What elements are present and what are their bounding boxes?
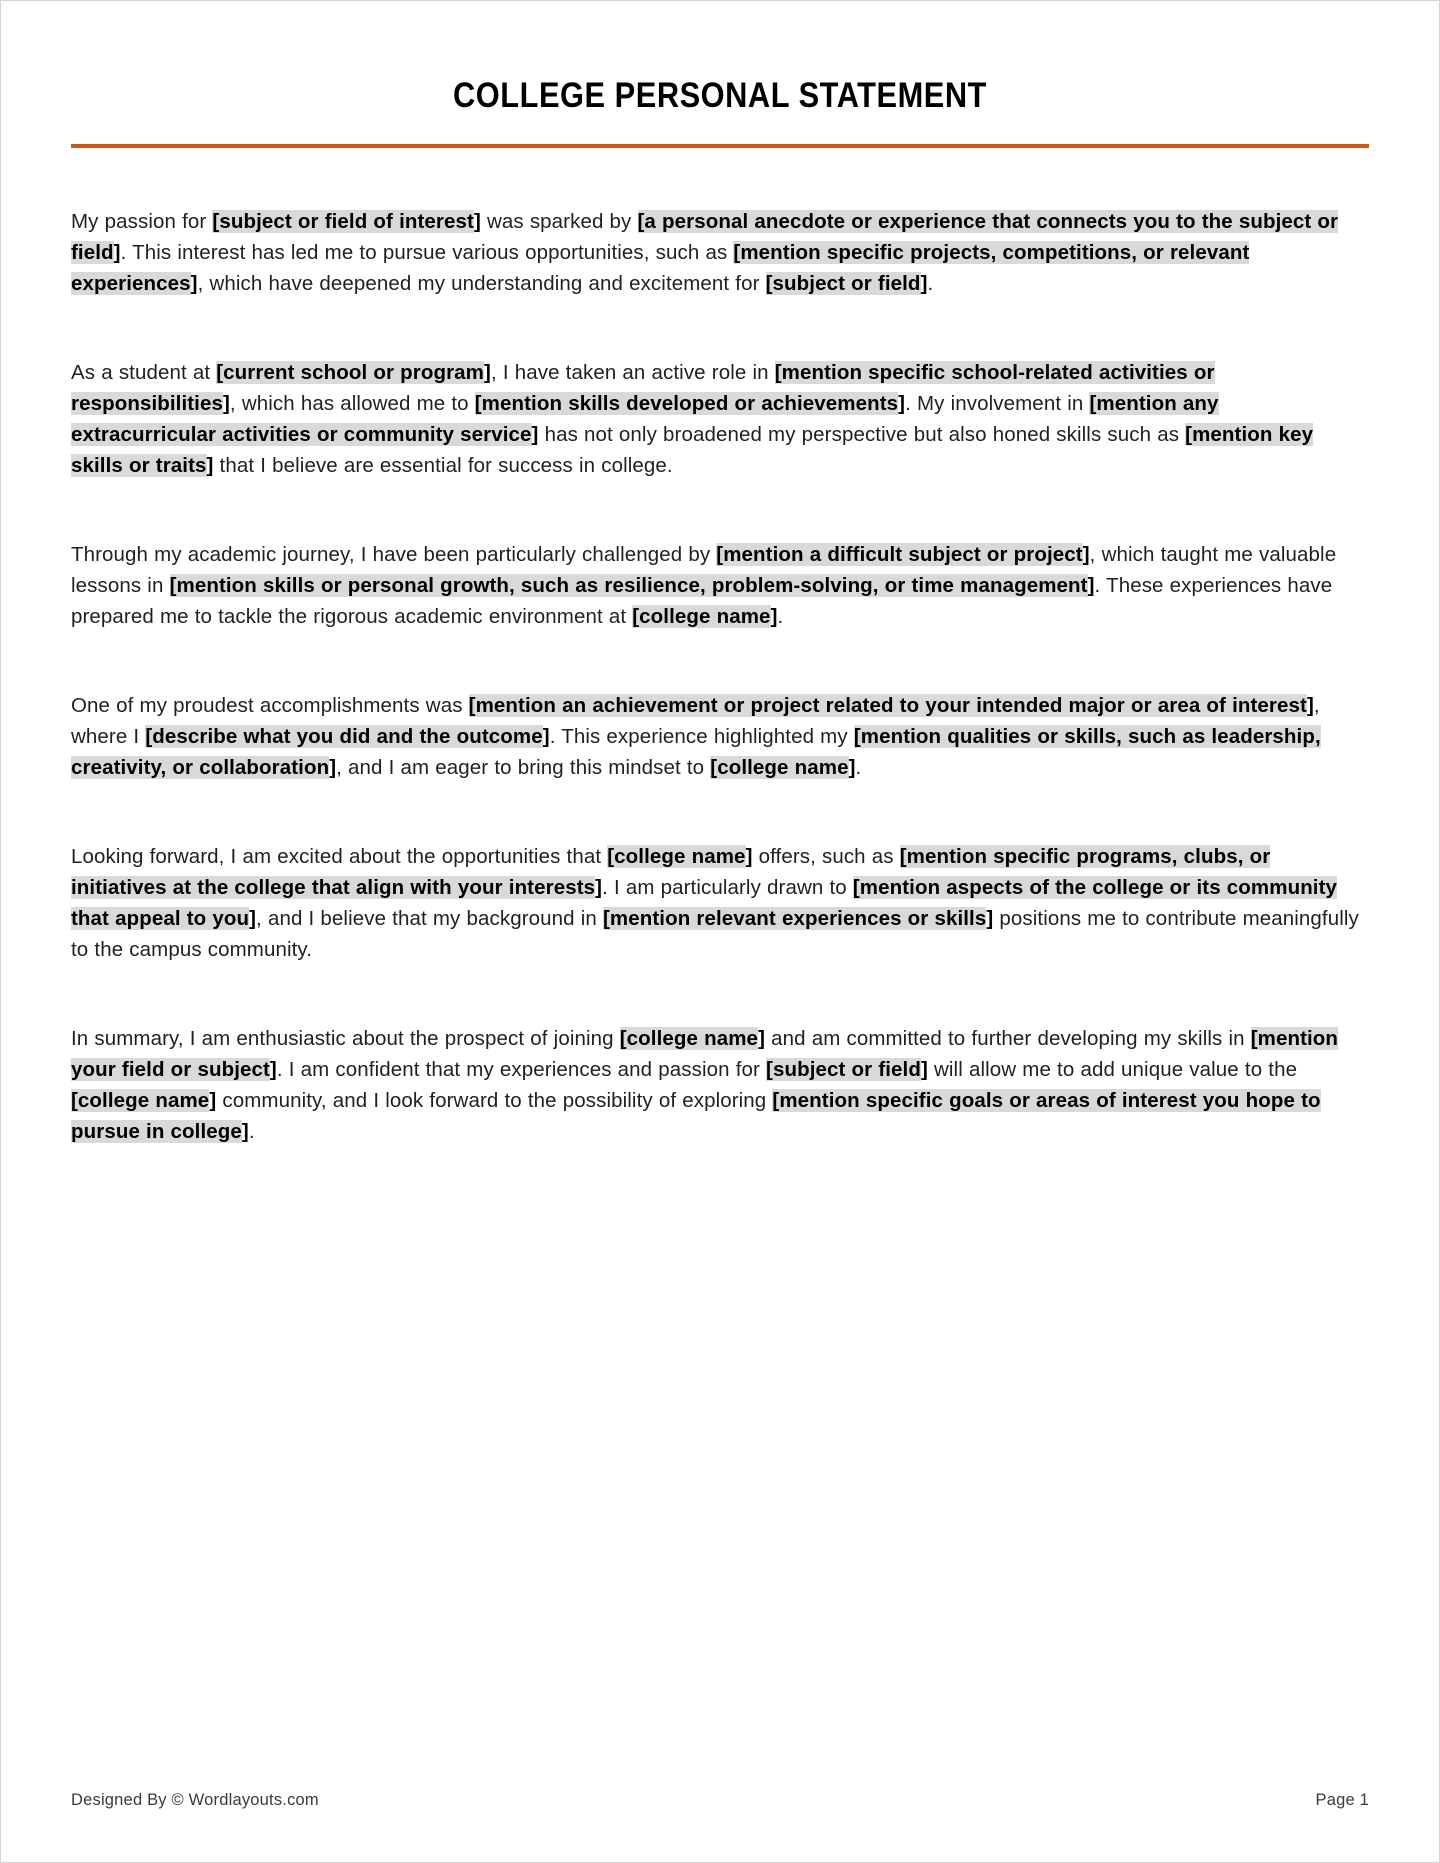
- placeholder-bracket: ]: [241, 1119, 249, 1143]
- placeholder-bracket: ]: [473, 209, 481, 233]
- placeholder-bracket: ]: [249, 906, 257, 930]
- placeholder-field[interactable]: [subject or field: [765, 271, 921, 295]
- paragraph-5: [71, 841, 1369, 965]
- body-text: As a student at: [71, 360, 217, 384]
- placeholder-field[interactable]: [mention qualities or skills, such as leadership, creativity, or collaboration: [71, 724, 1321, 779]
- placeholder-bracket: ]: [848, 755, 856, 779]
- placeholder-bracket: ]: [986, 906, 994, 930]
- body-text: and am committed to further developing my skills in: [765, 1026, 1251, 1050]
- body-text: In summary, I am enthusiastic about the prospect of joining: [71, 1026, 620, 1050]
- placeholder-field[interactable]: [current school or program: [216, 360, 485, 384]
- placeholder-field[interactable]: [describe what you did and the outcome: [145, 724, 543, 748]
- placeholder-bracket: ]: [770, 604, 778, 628]
- placeholder-bracket: ]: [206, 453, 214, 477]
- body-text: will allow me to add unique value to the: [927, 1057, 1298, 1081]
- placeholder-bracket: ]: [1306, 693, 1314, 717]
- placeholder-bracket: ]: [269, 1057, 277, 1081]
- body-text: .: [777, 604, 784, 628]
- placeholder-bracket: ]: [542, 724, 550, 748]
- page-footer: [71, 1791, 1369, 1810]
- placeholder-field[interactable]: [college name: [607, 844, 746, 868]
- placeholder-field[interactable]: [mention aspects of the college or its community that appeal to you: [71, 875, 1338, 930]
- placeholder-field[interactable]: [subject or field: [766, 1057, 921, 1081]
- body-text: . My involvement in: [905, 391, 1090, 415]
- body-text: .: [248, 1119, 255, 1143]
- placeholder-bracket: ]: [920, 271, 928, 295]
- placeholder-bracket: ]: [745, 844, 753, 868]
- placeholder-field[interactable]: [mention skills developed or achievements: [474, 391, 899, 415]
- body-text: Looking forward, I am excited about the opportunities that: [71, 844, 608, 868]
- placeholder-field[interactable]: [mention any extracurricular activities or community service: [71, 391, 1219, 446]
- placeholder-bracket: ]: [113, 240, 121, 264]
- designer-credit: Designed By © Wordlayouts.com: [71, 1791, 319, 1809]
- title-divider-rule: [71, 144, 1369, 148]
- placeholder-field[interactable]: [mention specific programs, clubs, or initiatives at the college that align with your interests: [71, 844, 1271, 899]
- paragraph-1: [71, 206, 1369, 299]
- placeholder-field[interactable]: [mention specific goals or areas of interest you hope to pursue in college: [71, 1088, 1321, 1143]
- placeholder-field[interactable]: [mention key skills or traits: [71, 422, 1314, 477]
- body-text: positions me to contribute meaningfully to the campus community.: [71, 906, 1359, 961]
- body-text: . These experiences have prepared me to tackle the rigorous academic environment at: [71, 573, 1333, 628]
- body-text: .: [855, 755, 862, 779]
- paragraph-4: [71, 690, 1369, 783]
- body-text: , which has allowed me to: [229, 391, 475, 415]
- body-text: .: [927, 271, 934, 295]
- placeholder-field[interactable]: [college name: [710, 755, 849, 779]
- body-text: , I have taken an active role in: [490, 360, 775, 384]
- placeholder-bracket: ]: [920, 1057, 928, 1081]
- placeholder-bracket: ]: [898, 391, 906, 415]
- body-text: , which taught me valuable lessons in: [71, 542, 1337, 597]
- paragraph-6: [71, 1023, 1369, 1147]
- placeholder-field[interactable]: [college name: [632, 604, 771, 628]
- body-text: offers, such as: [752, 844, 900, 868]
- placeholder-field[interactable]: [mention specific school-related activities or responsibilities: [71, 360, 1215, 415]
- placeholder-field[interactable]: [mention an achievement or project related to your intended major or area of interest: [468, 693, 1307, 717]
- body-text: One of my proudest accomplishments was: [71, 693, 469, 717]
- page-title: COLLEGE PERSONAL STATEMENT: [453, 76, 987, 115]
- paragraph-3: [71, 539, 1369, 632]
- body-text: , and I am eager to bring this mindset to: [336, 755, 711, 779]
- placeholder-bracket: ]: [222, 391, 230, 415]
- placeholder-field[interactable]: [subject or field of interest: [212, 209, 474, 233]
- body-text: , which have deepened my understanding and excitement for: [197, 271, 766, 295]
- placeholder-bracket: ]: [1087, 573, 1095, 597]
- body-text: , and I believe that my background in: [256, 906, 603, 930]
- placeholder-bracket: ]: [484, 360, 491, 384]
- placeholder-field[interactable]: [mention a difficult subject or project: [716, 542, 1083, 566]
- body-text: . I am confident that my experiences and passion for: [276, 1057, 767, 1081]
- placeholder-bracket: ]: [209, 1088, 217, 1112]
- body-text: . This interest has led me to pursue various opportunities, such as: [120, 240, 734, 264]
- placeholder-field[interactable]: [a personal anecdote or experience that connects you to the subject or field: [71, 209, 1339, 264]
- body-text: . I am particularly drawn to: [602, 875, 853, 899]
- page-number: Page 1: [1315, 1791, 1369, 1809]
- page-content: [71, 1, 1369, 1862]
- placeholder-bracket: ]: [329, 755, 337, 779]
- placeholder-field[interactable]: [mention your field or subject: [71, 1026, 1339, 1081]
- body-text: was sparked by: [480, 209, 638, 233]
- placeholder-bracket: ]: [190, 271, 198, 295]
- placeholder-bracket: ]: [595, 875, 603, 899]
- placeholder-field[interactable]: [mention relevant experiences or skills: [602, 906, 987, 930]
- placeholder-field[interactable]: [mention specific projects, competitions, or relevant experiences: [71, 240, 1250, 295]
- placeholder-bracket: ]: [531, 422, 539, 446]
- body-text: has not only broadened my perspective but also honed skills such as: [538, 422, 1186, 446]
- placeholder-bracket: ]: [758, 1026, 765, 1050]
- body-text: , where I: [71, 693, 1320, 748]
- paragraph-2: [71, 357, 1369, 481]
- placeholder-field[interactable]: [college name: [71, 1088, 210, 1112]
- placeholder-bracket: ]: [1082, 542, 1090, 566]
- placeholder-field[interactable]: [college name: [619, 1026, 759, 1050]
- placeholder-field[interactable]: [mention skills or personal growth, such as resilience, problem-solving, or time management: [169, 573, 1088, 597]
- body-text: My passion for: [71, 209, 213, 233]
- body-text: . This experience highlighted my: [549, 724, 854, 748]
- statement-body: [71, 206, 1369, 1147]
- body-text: community, and I look forward to the possibility of exploring: [216, 1088, 773, 1112]
- body-text: Through my academic journey, I have been particularly challenged by: [71, 542, 717, 566]
- document-header: [71, 1, 1369, 148]
- body-text: that I believe are essential for success in college.: [213, 453, 673, 477]
